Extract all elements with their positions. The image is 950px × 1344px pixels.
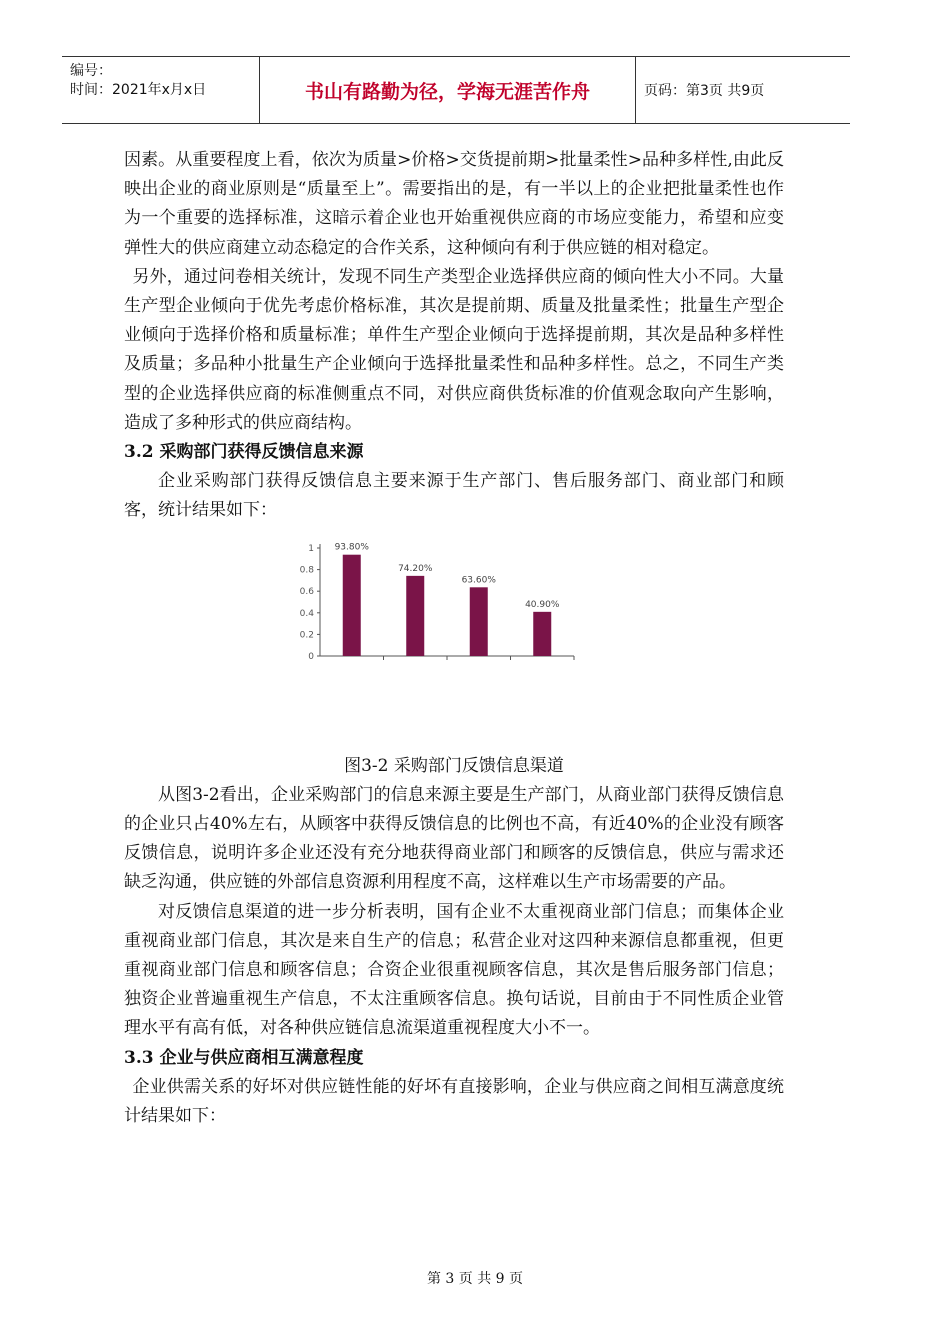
page-footer: 第 3 页 共 9 页	[426, 1271, 524, 1287]
y-tick-label: 0	[308, 651, 314, 662]
section-title: 3.2 采购部门获得反馈信息来源	[124, 442, 364, 463]
bar-data-label: 93.80%	[334, 542, 369, 553]
bar	[406, 576, 424, 656]
y-tick-label: 0.2	[299, 630, 314, 641]
paragraph: 企业采购部门获得反馈信息主要来源于生产部门、售后服务部门、商业部门和顾客，统计结果如下：	[124, 471, 784, 521]
paragraph: 企业供需关系的好坏对供应链性能的好坏有直接影响，企业与供应商之间相互满意度统计结果如下：	[124, 1076, 784, 1127]
header-page-label: 页码：第3页 共9页	[644, 83, 765, 99]
y-tick-label: 0.8	[299, 565, 314, 576]
figure-caption: 图3-2 采购部门反馈信息渠道	[344, 755, 564, 776]
paragraph: 从图3-2看出，企业采购部门的信息来源主要是生产部门，从商业部门获得反馈信息的企业只占40%左右，从顾客中获得反馈信息的比例也不高，有近40%的企业没有顾客反馈信息，说明许多企业还没有充分地获得商业部门和顾客的反馈信息，供应与需求还缺乏沟通，供应链的外部信息资源利用程度不高，这样难以生产市场需要的产品。	[124, 784, 784, 893]
bar-data-label: 74.20%	[398, 563, 433, 574]
number-label: 编号：	[70, 63, 112, 79]
page-header	[62, 56, 850, 124]
bar	[470, 587, 488, 656]
y-tick-label: 1	[308, 543, 314, 554]
paragraph: 对反馈信息渠道的进一步分析表明，国有企业不太重视商业部门信息；而集体企业重视商业部门信息，其次是来自生产的信息；私营企业对这四种来源信息都重视，但更重视商业部门信息和顾客信息；合资企业很重视顾客信息，其次是售后服务部门信息；独资企业普遍重视生产信息，不太注重顾客信息。换句话说，目前由于不同性质企业管理水平有高有低，对各种供应链信息流渠道重视程度大小不一。	[124, 901, 784, 1039]
bar-data-label: 40.90%	[525, 599, 560, 610]
section-title: 3.3 企业与供应商相互满意程度	[124, 1047, 364, 1068]
paragraph: 因素。从重要程度上看，依次为质量>价格>交货提前期>批量柔性>品种多样性,由此反映出企业的商业原则是“质量至上”。需要指出的是，有一半以上的企业把批量柔性也作为一个重要的选择标准，这暗示着企业也开始重视供应商的市场应变能力，希望和应变弹性大的供应商建立动态稳定的合作关系，这种倾向有利于供应链的相对稳定。	[124, 150, 784, 258]
document-body	[124, 146, 784, 1131]
feedback-channel-chart	[274, 534, 614, 744]
time-label: 时间：2021年x月x日	[70, 82, 207, 98]
header-meta	[62, 57, 260, 123]
bar-data-label: 63.60%	[461, 574, 496, 585]
header-motto: 书山有路勤为径，学海无涯苦作舟	[260, 57, 636, 123]
paragraph: 另外，通过问卷相关统计，发现不同生产类型企业选择供应商的倾向性大小不同。大量生产型企业倾向于优先考虑价格标准，其次是提前期、质量及批量柔性；批量生产型企业倾向于选择价格和质量标准；单件生产型企业倾向于选择提前期，其次是品种多样性及质量；多品种小批量生产企业倾向于选择批量柔性和品种多样性。总之，不同生产类型的企业选择供应商的标准侧重点不同，对供应商供货标准的价值观念取向产生影响，造成了多种形式的供应商结构。	[124, 266, 784, 433]
y-tick-label: 0.4	[299, 608, 314, 619]
bar	[533, 611, 551, 655]
figure-chart	[124, 534, 784, 752]
bar	[343, 554, 361, 655]
y-tick-label: 0.6	[299, 586, 314, 597]
